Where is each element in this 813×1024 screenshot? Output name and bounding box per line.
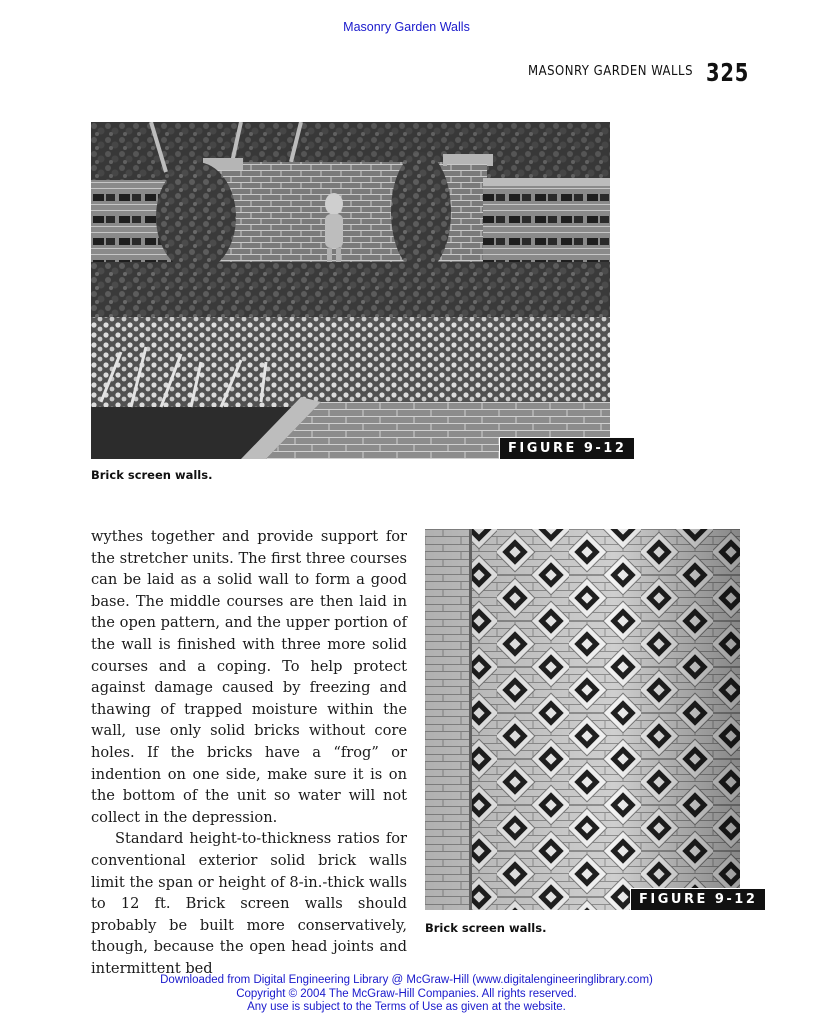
figure-right-caption: Brick screen walls. <box>425 921 547 935</box>
top-link[interactable]: Masonry Garden Walls <box>343 20 470 34</box>
garden-wall-photo <box>91 122 610 459</box>
screen-wall-photo <box>425 529 740 910</box>
page-number: 325 <box>706 58 750 87</box>
garden-wall-illustration <box>91 122 610 459</box>
body-paragraph-2: Standard height-to-thickness ratios for conventional exterior solid brick walls limit the span or height of 8-in.-thick walls to 12 ft. Brick screen walls should probably be built more conservatively, though, because the open head joints and intermittent bed <box>91 830 407 977</box>
screen-wall-illustration <box>425 529 740 910</box>
running-head: MASONRY GARDEN WALLS <box>528 64 693 79</box>
footer-line-3[interactable]: Any use is subject to the Terms of Use as given at the website. <box>247 1001 566 1013</box>
figure-right-label: FIGURE 9-12 <box>630 888 766 911</box>
body-paragraph-1: wythes together and provide support for the stretcher units. The first three courses can be laid as a solid wall to form a good base. The middle courses are then laid in the open pattern, and the upper portion of the wall is finished with three more solid courses and a coping. To help protect against damage caused by freezing and thawing of trapped moisture within the wall, use only solid bricks without core holes. If the bricks have a “frog” or indention on one side, make sure it is on the bottom of the unit so water will not collect in the depression. <box>91 528 407 826</box>
footer <box>0 974 813 1015</box>
footer-line-1[interactable]: Downloaded from Digital Engineering Library @ McGraw-Hill (www.digitalengineeringlibrary.com) <box>160 974 653 986</box>
figure-top-label: FIGURE 9-12 <box>499 437 635 460</box>
footer-line-2: Copyright © 2004 The McGraw-Hill Companies. All rights reserved. <box>236 987 577 1000</box>
body-text <box>91 526 407 979</box>
figure-top-caption: Brick screen walls. <box>91 468 213 482</box>
